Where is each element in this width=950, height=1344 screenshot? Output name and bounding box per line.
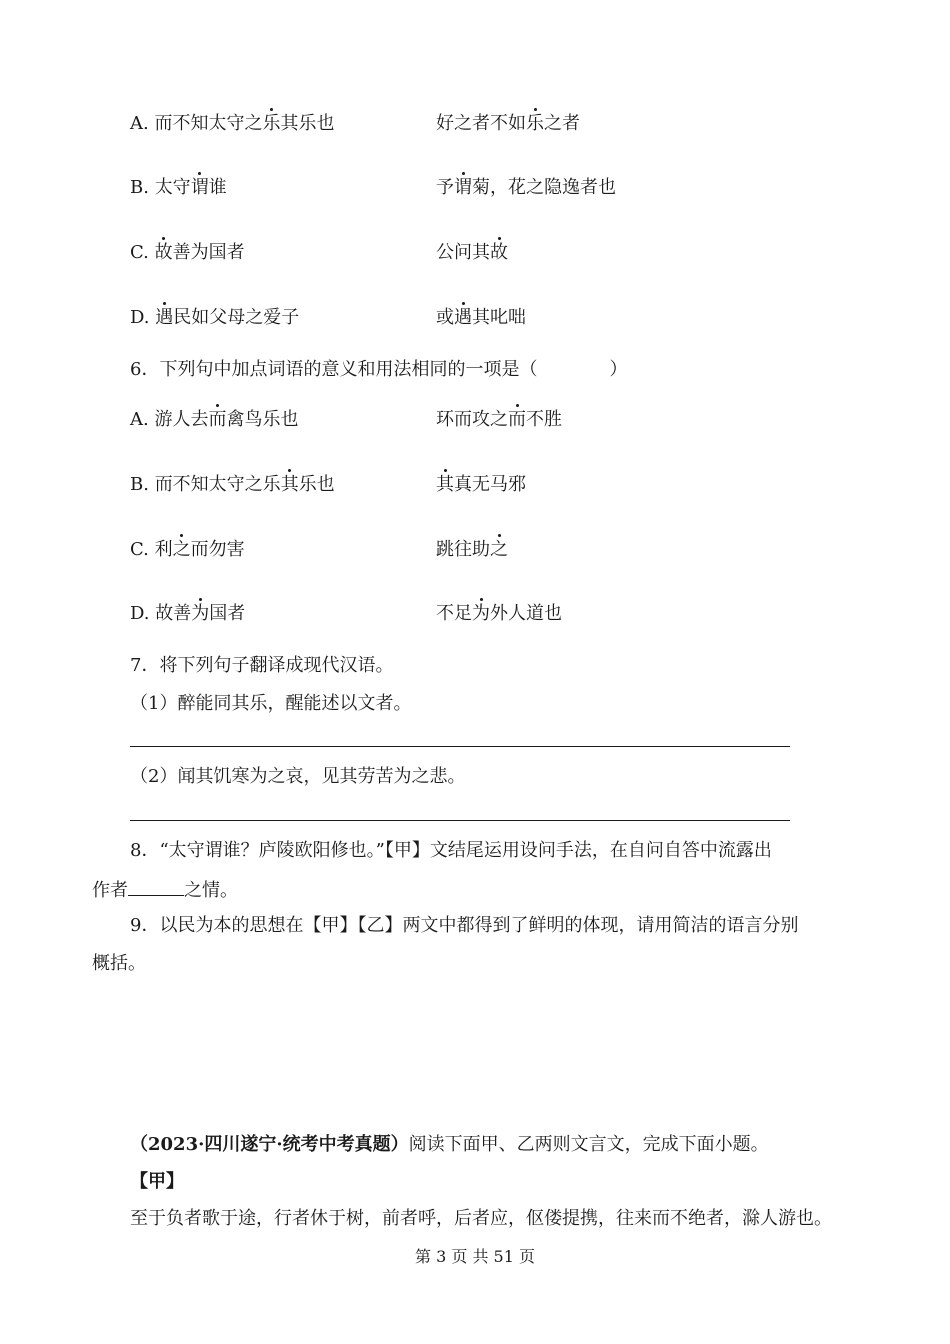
q5-option-c-left: C. 故善为国者 xyxy=(130,242,245,263)
q5-option-c-right: 公问其故 xyxy=(436,242,508,263)
q5-option-b-right: 予谓菊，花之隐逸者也 xyxy=(436,177,616,198)
emphasis-dot-char: 而 xyxy=(208,409,227,430)
q9-line1: 9．以民为本的思想在【甲】【乙】两文中都得到了鲜明的体现，请用简洁的语言分别 xyxy=(130,915,799,936)
q5-option-d-left: D. 遇民如父母之爱子 xyxy=(130,307,300,328)
section-instruction: 阅读下面甲、乙两则文言文，完成下面小题。 xyxy=(408,1134,769,1155)
emphasis-dot-char: 其 xyxy=(436,474,454,495)
q7-sub1: （1）醉能同其乐，醒能述以文者。 xyxy=(130,693,412,714)
emphasis-dot-char: 为 xyxy=(191,603,210,624)
emphasis-dot-char: 其 xyxy=(280,474,299,495)
q6-option-c-left: C. 利之而勿害 xyxy=(130,539,245,560)
emphasis-dot-char: 之 xyxy=(172,539,191,560)
emphasis-dot-char: 谓 xyxy=(190,177,209,198)
emphasis-dot-char: 故 xyxy=(154,242,173,263)
jia-text: 至于负者歌于途，行者休于树，前者呼，后者应，伛偻提携，往来而不绝者，滁人游也。 xyxy=(130,1208,832,1229)
q7-stem: 7．将下列句子翻译成现代汉语。 xyxy=(130,655,394,676)
q6-option-d-left: D. 故善为国者 xyxy=(130,603,246,624)
answer-line-1[interactable] xyxy=(130,746,790,747)
emphasis-dot-char: 而 xyxy=(508,409,526,430)
emphasis-dot-char: 故 xyxy=(490,242,508,263)
q6-option-d-right: 不足为外人道也 xyxy=(436,603,562,624)
q5-option-b-left: B. 太守谓谁 xyxy=(130,177,227,198)
q5-option-a-left: A. 而不知太守之乐其乐也 xyxy=(130,113,335,134)
q5-option-d-right: 或遇其叱咄 xyxy=(436,307,526,328)
q8-line1: 8．“太守谓谁？庐陵欧阳修也。”【甲】文结尾运用设问手法，在自问自答中流露出 xyxy=(130,840,772,861)
q6-option-a-right: 环而攻之而不胜 xyxy=(436,409,562,430)
emphasis-dot-char: 为 xyxy=(472,603,490,624)
q7-sub2: （2）闻其饥寒为之哀，见其劳苦为之悲。 xyxy=(130,766,466,787)
emphasis-dot-char: 之 xyxy=(490,539,508,560)
q9-line2: 概括。 xyxy=(92,953,146,974)
q6-stem: 6．下列句中加点词语的意义和用法相同的一项是（ ） xyxy=(130,359,628,380)
emphasis-dot-char: 乐 xyxy=(526,113,544,134)
q6-option-a-left: A. 游人去而禽鸟乐也 xyxy=(130,409,299,430)
fill-blank[interactable] xyxy=(128,877,184,896)
page-footer: 第 3 页 共 51 页 xyxy=(415,1247,535,1266)
answer-line-2[interactable] xyxy=(130,820,790,821)
q8-line2: 作者 之情。 xyxy=(92,877,238,903)
jia-label: 【甲】 xyxy=(130,1171,184,1192)
q6-option-b-right: 其真无马邪 xyxy=(436,474,526,495)
emphasis-dot-char: 遇 xyxy=(155,307,174,328)
emphasis-dot-char: 遇 xyxy=(454,307,472,328)
emphasis-dot-char: 乐 xyxy=(262,113,281,134)
source-label: （2023·四川遂宁·统考中考真题） xyxy=(130,1134,409,1155)
q6-option-b-left: B. 而不知太守之乐其乐也 xyxy=(130,474,335,495)
q5-option-a-right: 好之者不如乐之者 xyxy=(436,113,580,134)
emphasis-dot-char: 谓 xyxy=(454,177,472,198)
q6-option-c-right: 跳往助之 xyxy=(436,539,508,560)
section-intro xyxy=(130,1133,769,1157)
